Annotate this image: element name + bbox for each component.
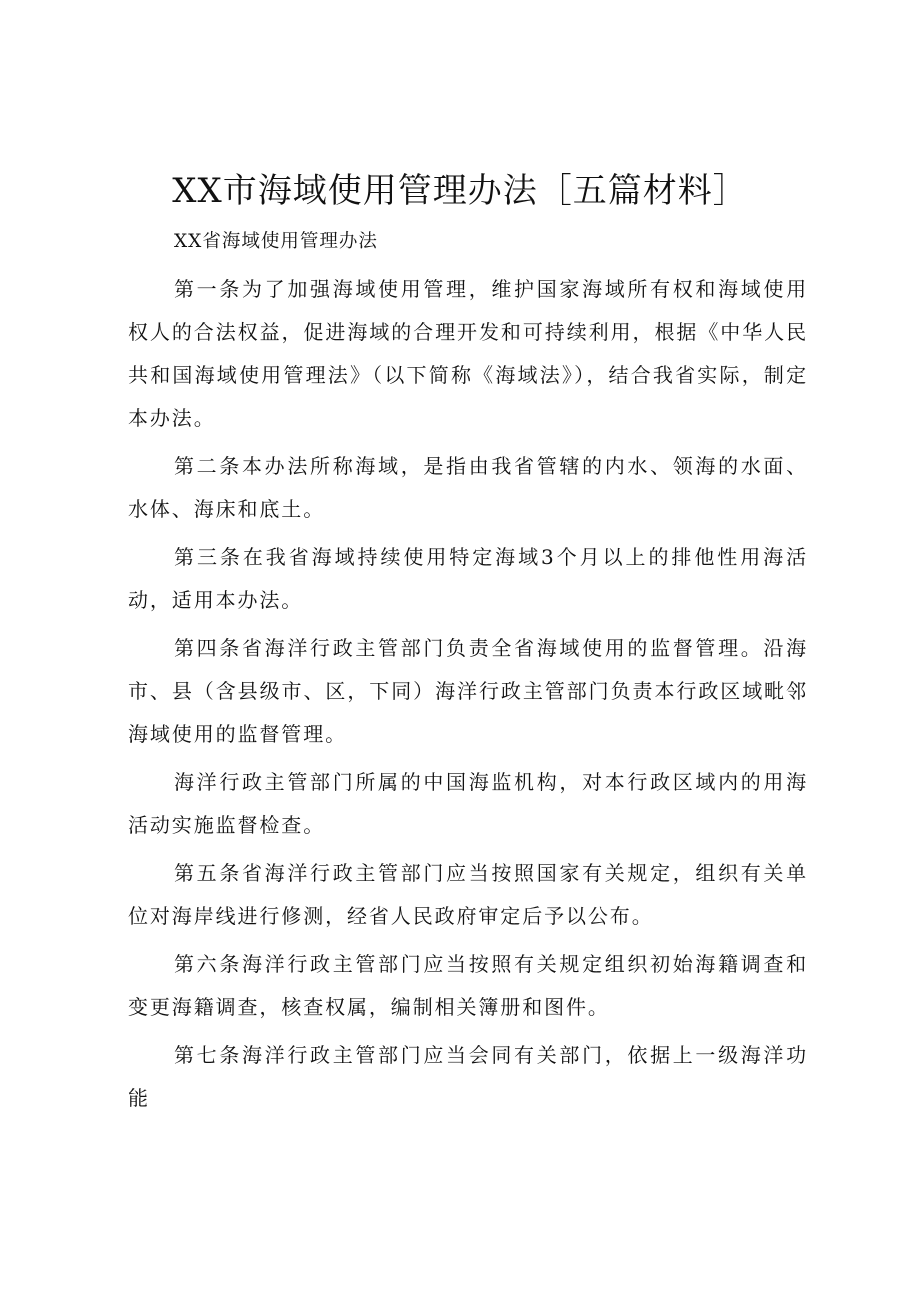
paragraph-article-6: 第六条海洋行政主管部门应当按照有关规定组织初始海籍调查和变更海籍调查，核查权属，编制相关簿册和图件。 <box>128 952 808 1019</box>
paragraph-article-4: 第四条省海洋行政主管部门负责全省海域使用的监督管理。沿海市、县（含县级市、区，下同）海洋行政主管部门负责本行政区域毗邻海域使用的监督管理。 <box>128 636 808 746</box>
paragraph-article-1: 第一条为了加强海域使用管理，维护国家海域所有权和海域使用权人的合法权益，促进海域的合理开发和可持续利用，根据《中华人民共和国海域使用管理法》（以下简称《海域法》），结合我省实际，制定本办法。 <box>128 277 808 430</box>
paragraph-article-4-supervision: 海洋行政主管部门所属的中国海监机构，对本行政区域内的用海活动实施监督检查。 <box>128 770 808 837</box>
paragraph-article-2: 第二条本办法所称海域，是指由我省管辖的内水、领海的水面、水体、海床和底土。 <box>128 454 808 521</box>
document-title: XX市海域使用管理办法［五篇材料］ <box>172 171 748 211</box>
document-subtitle: XX省海域使用管理办法 <box>174 231 378 252</box>
paragraph-article-7: 第七条海洋行政主管部门应当会同有关部门，依据上一级海洋功能 <box>128 1043 808 1110</box>
paragraph-article-3: 第三条在我省海域持续使用特定海域3个月以上的排他性用海活动，适用本办法。 <box>128 545 808 612</box>
document-body <box>128 268 808 1125</box>
paragraph-article-5: 第五条省海洋行政主管部门应当按照国家有关规定，组织有关单位对海岸线进行修测，经省人民政府审定后予以公布。 <box>128 861 808 928</box>
